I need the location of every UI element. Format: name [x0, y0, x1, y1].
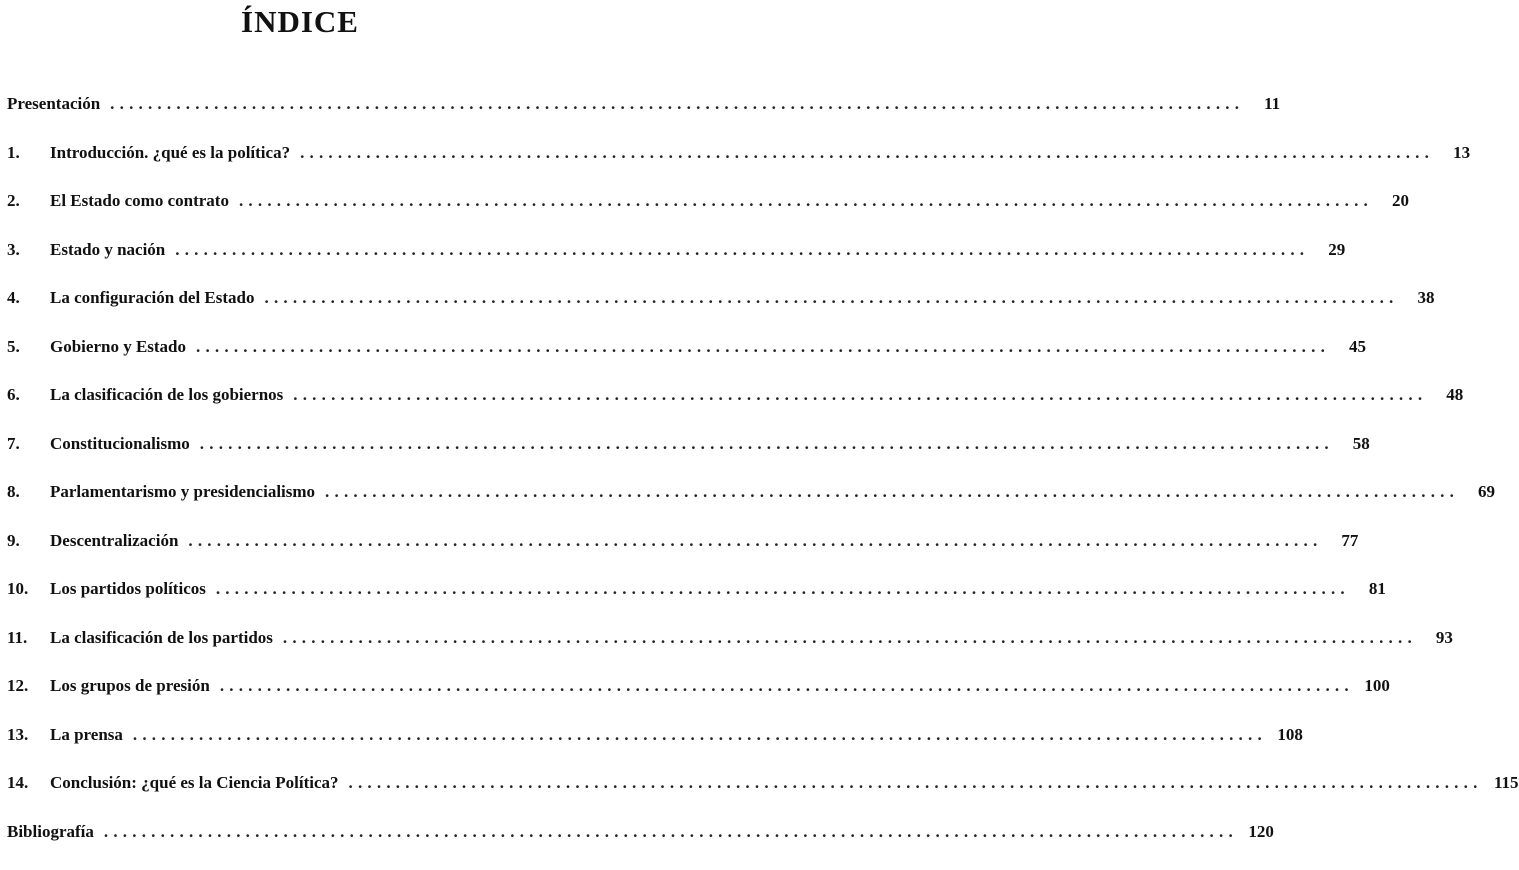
toc-entry-number: 5.	[7, 337, 50, 357]
toc-entry-number: 14.	[7, 773, 50, 793]
dot-leader: ........................................................................................................................	[261, 288, 1399, 308]
toc-entry-number: 7.	[7, 434, 50, 454]
toc-entry-label: La clasificación de los partidos	[50, 628, 279, 648]
dot-leader: ........................................................................................................................	[345, 773, 1483, 793]
dot-leader: ........................................................................................................................	[196, 434, 1334, 454]
dot-leader: ........................................................................................................................	[279, 628, 1417, 648]
toc-entry-7	[7, 434, 597, 483]
toc-entry-label: Parlamentarismo y presidencialismo	[50, 482, 321, 502]
toc-entry-label: Presentación	[7, 94, 106, 114]
dot-leader: ........................................................................................................................	[235, 191, 1373, 211]
toc-entry-page: 58	[1334, 434, 1370, 454]
toc-entry-page: 48	[1427, 385, 1463, 405]
dot-leader: ........................................................................................................................	[129, 725, 1267, 745]
toc-entry-page: 29	[1309, 240, 1345, 260]
dot-leader: ........................................................................................................................	[321, 482, 1459, 502]
toc-entry-10	[7, 579, 597, 628]
toc-entry-label: El Estado como contrato	[50, 191, 235, 211]
toc-entry-page: 115	[1483, 773, 1519, 793]
dot-leader: ........................................................................................................................	[296, 143, 1434, 163]
toc-entry-label: Introducción. ¿qué es la política?	[50, 143, 296, 163]
dot-leader: ........................................................................................................................	[106, 94, 1244, 114]
toc-entry-number: 8.	[7, 482, 50, 502]
toc-entry-number: 9.	[7, 531, 50, 551]
toc-entry-number: 13.	[7, 725, 50, 745]
dot-leader: ........................................................................................................................	[192, 337, 1330, 357]
toc-entry-label: Estado y nación	[50, 240, 171, 260]
toc-entry-page: 93	[1417, 628, 1453, 648]
toc-entry-number: 6.	[7, 385, 50, 405]
toc-entry-label: La configuración del Estado	[50, 288, 261, 308]
toc-entry-1	[7, 143, 597, 192]
toc-entry-page: 11	[1244, 94, 1280, 114]
toc-entry-number: 10.	[7, 579, 50, 599]
toc-entry-number: 1.	[7, 143, 50, 163]
toc-entry-page: 120	[1238, 822, 1274, 842]
dot-leader: ........................................................................................................................	[171, 240, 1309, 260]
toc-entry-page: 38	[1399, 288, 1435, 308]
toc-entry-presentacion	[7, 94, 597, 143]
dot-leader: ........................................................................................................................	[216, 676, 1354, 696]
toc-entry-label: Bibliografía	[7, 822, 100, 842]
toc-entry-label: Gobierno y Estado	[50, 337, 192, 357]
toc-entry-8	[7, 482, 597, 531]
toc-entry-2	[7, 191, 597, 240]
toc-entry-number: 2.	[7, 191, 50, 211]
dot-leader: ........................................................................................................................	[184, 531, 1322, 551]
toc-entry-13	[7, 725, 597, 774]
dot-leader: ........................................................................................................................	[289, 385, 1427, 405]
toc-entry-page: 45	[1330, 337, 1366, 357]
toc-entry-page: 100	[1354, 676, 1390, 696]
toc-entry-9	[7, 531, 597, 580]
toc-entry-number: 12.	[7, 676, 50, 696]
toc-entry-page: 108	[1267, 725, 1303, 745]
toc-entry-label: La prensa	[50, 725, 129, 745]
toc-entry-4	[7, 288, 597, 337]
toc-entry-label: Conclusión: ¿qué es la Ciencia Política?	[50, 773, 345, 793]
toc-entry-bibliografia	[7, 822, 597, 870]
toc-entry-3	[7, 240, 597, 289]
toc-entry-14	[7, 773, 597, 822]
toc-entry-number: 4.	[7, 288, 50, 308]
table-of-contents	[7, 94, 597, 870]
toc-entry-page: 77	[1322, 531, 1358, 551]
toc-entry-label: Descentralización	[50, 531, 184, 551]
toc-entry-5	[7, 337, 597, 386]
toc-entry-page: 69	[1459, 482, 1495, 502]
dot-leader: ........................................................................................................................	[212, 579, 1350, 599]
toc-entry-page: 20	[1373, 191, 1409, 211]
toc-entry-number: 11.	[7, 628, 50, 648]
toc-entry-12	[7, 676, 597, 725]
toc-entry-page: 81	[1350, 579, 1386, 599]
page-title: ÍNDICE	[0, 4, 600, 40]
toc-entry-11	[7, 628, 597, 677]
toc-entry-label: Los partidos políticos	[50, 579, 212, 599]
toc-entry-page: 13	[1434, 143, 1470, 163]
toc-entry-number: 3.	[7, 240, 50, 260]
toc-entry-6	[7, 385, 597, 434]
toc-entry-label: Los grupos de presión	[50, 676, 216, 696]
toc-entry-label: La clasificación de los gobiernos	[50, 385, 289, 405]
dot-leader: ........................................................................................................................	[100, 822, 1238, 842]
toc-entry-label: Constitucionalismo	[50, 434, 196, 454]
